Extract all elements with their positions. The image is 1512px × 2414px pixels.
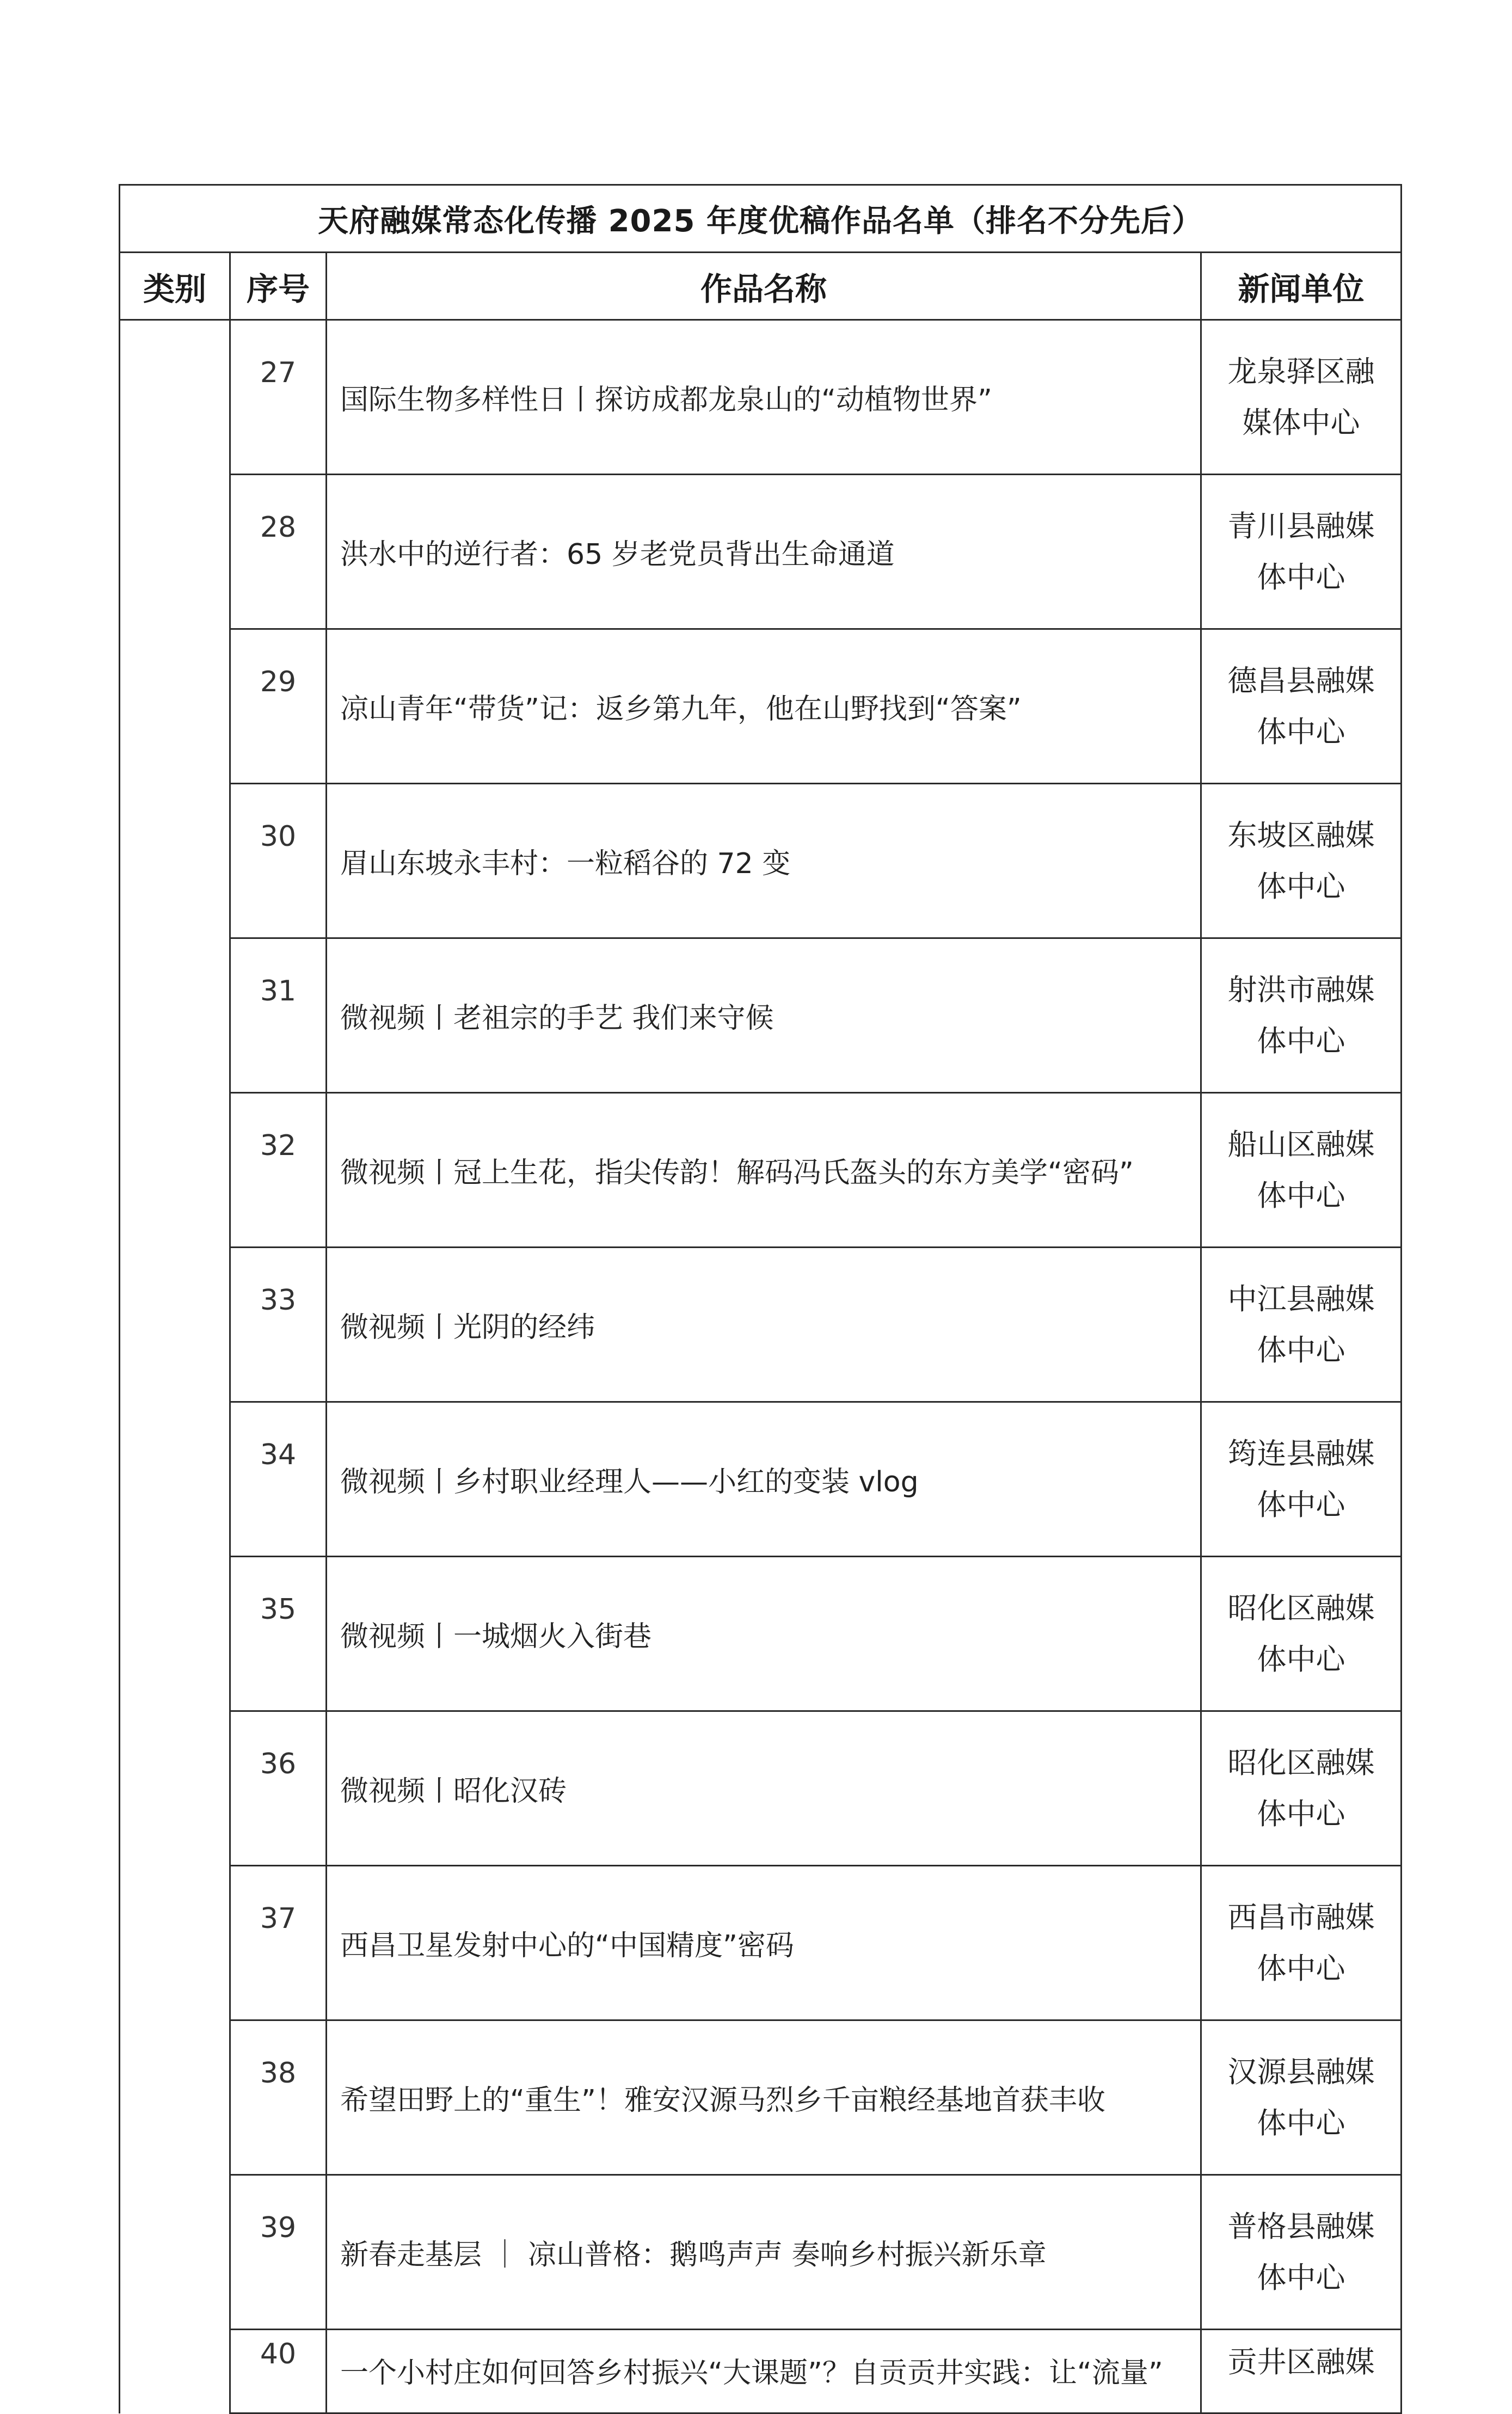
table-row <box>120 2175 1402 2330</box>
row-index: 27 <box>230 320 327 475</box>
news-unit <box>1201 2175 1402 2330</box>
news-unit-line-2: 体中心 <box>1257 714 1345 749</box>
work-name: 洪水中的逆行者：65 岁老党员背出生命通道 <box>327 475 1201 629</box>
row-index: 38 <box>230 2020 327 2175</box>
news-unit <box>1201 784 1402 938</box>
category-cell <box>120 320 230 2413</box>
news-unit <box>1201 1402 1402 1557</box>
table-row <box>120 1711 1402 1866</box>
news-unit <box>1201 1711 1402 1866</box>
news-unit <box>1201 475 1402 629</box>
table-row <box>120 1248 1402 1402</box>
work-name: 微视频丨光阴的经纬 <box>327 1248 1201 1402</box>
news-unit <box>1201 1248 1402 1402</box>
news-unit-line-1: 西昌市融媒 <box>1227 1900 1375 1934</box>
table-row <box>120 629 1402 784</box>
news-unit-line-2: 体中心 <box>1257 1023 1345 1058</box>
row-index: 28 <box>230 475 327 629</box>
news-unit <box>1201 629 1402 784</box>
news-unit <box>1201 1866 1402 2020</box>
row-index: 29 <box>230 629 327 784</box>
table-row <box>120 1557 1402 1711</box>
news-unit-line-1: 普格县融媒 <box>1227 2209 1375 2244</box>
table-row <box>120 2020 1402 2175</box>
news-unit-line-2: 体中心 <box>1257 2105 1345 2140</box>
news-unit-line-2: 体中心 <box>1257 2260 1345 2295</box>
table-row <box>120 784 1402 938</box>
news-unit-line-1: 汉源县融媒 <box>1227 2054 1375 2089</box>
work-name: 微视频丨乡村职业经理人——小红的变装 vlog <box>327 1402 1201 1557</box>
table-title: 天府融媒常态化传播 2025 年度优稿作品名单（排名不分先后） <box>120 185 1402 253</box>
news-unit-line-1: 东坡区融媒 <box>1227 818 1375 852</box>
header-work-name: 作品名称 <box>327 253 1201 320</box>
work-name: 微视频丨一城烟火入街巷 <box>327 1557 1201 1711</box>
news-unit-line-2: 体中心 <box>1257 560 1345 594</box>
table-row <box>120 475 1402 629</box>
news-unit-line-1: 筠连县融媒 <box>1227 1436 1375 1471</box>
news-unit-line-2: 体中心 <box>1257 1796 1345 1831</box>
work-name: 凉山青年“带货”记：返乡第九年，他在山野找到“答案” <box>327 629 1201 784</box>
news-unit-line-1: 船山区融媒 <box>1227 1127 1375 1162</box>
header-category: 类别 <box>120 253 230 320</box>
table-row <box>120 1866 1402 2020</box>
row-index: 33 <box>230 1248 327 1402</box>
row-index: 35 <box>230 1557 327 1711</box>
news-unit-line-1: 昭化区融媒 <box>1227 1590 1375 1625</box>
news-unit-line-2: 体中心 <box>1257 1178 1345 1213</box>
news-unit-line-2: 体中心 <box>1257 1487 1345 1522</box>
row-index: 37 <box>230 1866 327 2020</box>
work-name: 一个小村庄如何回答乡村振兴“大课题”？自贡贡井实践：让“流量” <box>327 2330 1201 2413</box>
news-unit-line-2: 体中心 <box>1257 1642 1345 1676</box>
news-unit-line-1: 中江县融媒 <box>1227 1281 1375 1316</box>
row-index: 31 <box>230 938 327 1093</box>
news-unit <box>1201 2020 1402 2175</box>
news-unit-line-2: 体中心 <box>1257 1951 1345 1986</box>
work-name: 微视频丨冠上生花，指尖传韵！解码冯氏盔头的东方美学“密码” <box>327 1093 1201 1248</box>
work-name: 微视频丨老祖宗的手艺 我们来守候 <box>327 938 1201 1093</box>
row-index: 36 <box>230 1711 327 1866</box>
news-unit-line-1: 昭化区融媒 <box>1227 1745 1375 1780</box>
news-unit <box>1201 1557 1402 1711</box>
work-name: 新春走基层 ｜ 凉山普格：鹅鸣声声 奏响乡村振兴新乐章 <box>327 2175 1201 2330</box>
row-index: 30 <box>230 784 327 938</box>
news-unit-line-1: 德昌县融媒 <box>1227 663 1375 698</box>
table-row <box>120 1402 1402 1557</box>
row-index: 39 <box>230 2175 327 2330</box>
table-header-row <box>120 253 1402 320</box>
row-index: 40 <box>230 2330 327 2413</box>
news-unit-line-1: 射洪市融媒 <box>1227 972 1375 1007</box>
news-unit <box>1201 2330 1402 2413</box>
work-name: 微视频丨昭化汉砖 <box>327 1711 1201 1866</box>
news-unit-line-1: 青川县融媒 <box>1227 508 1375 543</box>
row-index: 32 <box>230 1093 327 1248</box>
news-unit <box>1201 1093 1402 1248</box>
news-unit-line-1: 贡井区融媒 <box>1227 2345 1375 2379</box>
table-row <box>120 2330 1402 2413</box>
news-unit <box>1201 938 1402 1093</box>
work-name: 希望田野上的“重生”！雅安汉源马烈乡千亩粮经基地首获丰收 <box>327 2020 1201 2175</box>
news-unit-line-2: 体中心 <box>1257 869 1345 904</box>
news-unit-line-2: 媒体中心 <box>1242 405 1360 440</box>
row-index: 34 <box>230 1402 327 1557</box>
award-list-table <box>119 184 1402 2414</box>
news-unit-line-1: 龙泉驿区融 <box>1227 354 1375 389</box>
news-unit <box>1201 320 1402 475</box>
table-row <box>120 938 1402 1093</box>
work-name: 国际生物多样性日丨探访成都龙泉山的“动植物世界” <box>327 320 1201 475</box>
header-news-unit: 新闻单位 <box>1201 253 1402 320</box>
table-row <box>120 1093 1402 1248</box>
header-index: 序号 <box>230 253 327 320</box>
table-row <box>120 320 1402 475</box>
table-title-row <box>120 185 1402 253</box>
work-name: 眉山东坡永丰村：一粒稻谷的 72 变 <box>327 784 1201 938</box>
work-name: 西昌卫星发射中心的“中国精度”密码 <box>327 1866 1201 2020</box>
news-unit-line-2: 体中心 <box>1257 1332 1345 1367</box>
